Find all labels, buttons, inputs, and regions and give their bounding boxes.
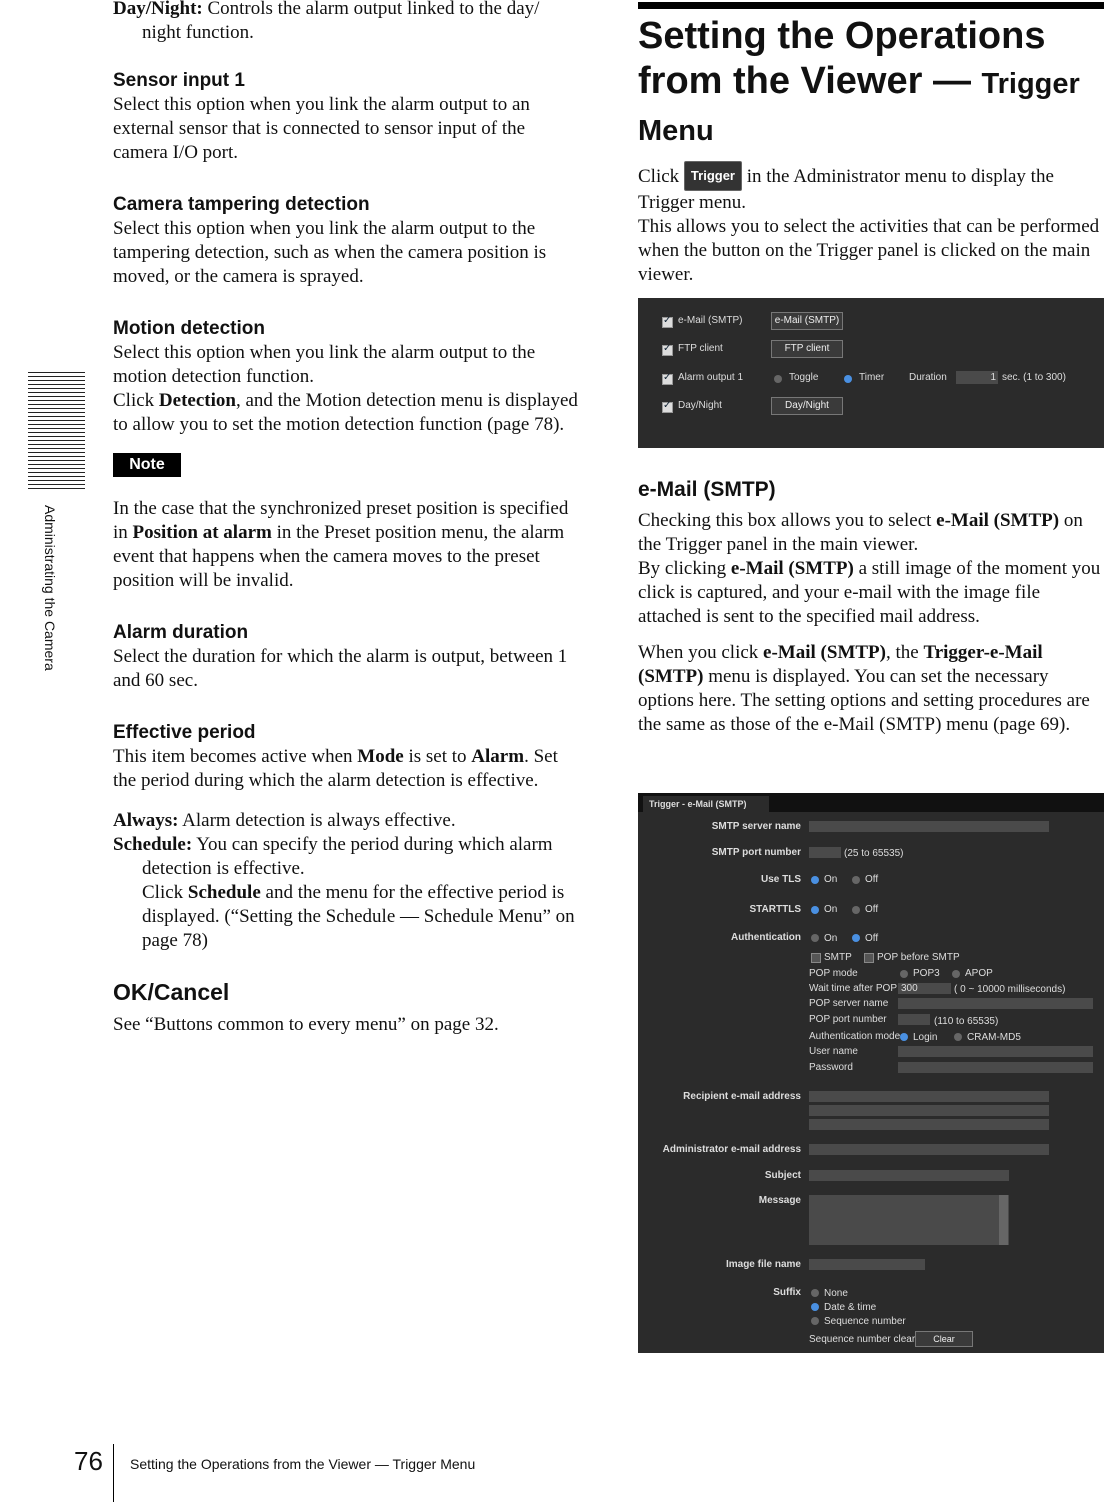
title-rule: [638, 2, 1104, 9]
user-name-label: User name: [809, 1046, 858, 1057]
duration-text: Select the duration for which the alarm is output, between 1 and 60 sec.: [113, 646, 568, 691]
subject-label: Subject: [764, 1170, 801, 1181]
alarm-checkbox[interactable]: [662, 374, 673, 385]
suffix-none-radio[interactable]: [811, 1289, 819, 1297]
pop-server-label: POP server name: [809, 998, 889, 1009]
starttls-off-label: Off: [865, 904, 879, 915]
starttls-on-radio[interactable]: [811, 906, 819, 914]
ftp-checkbox[interactable]: [662, 345, 673, 356]
tls-off-radio[interactable]: [852, 876, 860, 884]
pop-port-label: POP port number: [809, 1014, 887, 1025]
suffix-seq-radio[interactable]: [811, 1317, 819, 1325]
admin-email-label: Administrator e-mail address: [662, 1144, 801, 1155]
clear-button[interactable]: Clear: [915, 1331, 973, 1347]
pop3-radio[interactable]: [900, 970, 908, 978]
schedule-click: Click Schedule and the menu for the effective period is displayed. (“Setting the Schedule — Schedule Menu” on page 78): [142, 882, 575, 951]
use-tls-label: Use TLS: [760, 874, 801, 885]
toggle-label: Toggle: [789, 372, 819, 383]
pop-before-checkbox[interactable]: [864, 953, 874, 963]
okcancel-heading: OK/Cancel: [113, 979, 230, 1005]
recipient-input-1[interactable]: [809, 1091, 1049, 1102]
auth-mode-label: Authentication mode: [809, 1031, 901, 1042]
okcancel-text: See “Buttons common to every menu” on page 32.: [113, 1014, 499, 1035]
apop-label: APOP: [965, 968, 993, 979]
password-input[interactable]: [898, 1062, 1093, 1073]
pop-mode-label: POP mode: [809, 968, 858, 979]
tls-on-label: On: [824, 874, 838, 885]
ftp-button[interactable]: FTP client: [771, 340, 843, 358]
daynight-button[interactable]: Day/Night: [771, 397, 843, 415]
apop-radio[interactable]: [952, 970, 960, 978]
motion-heading: Motion detection: [113, 318, 265, 339]
smtp-port-input[interactable]: [809, 847, 841, 858]
sensor-text: Select this option when you link the alarm output to an external sensor that is connected to sensor input of the camera I/O port.: [113, 94, 530, 163]
image-name-input[interactable]: [809, 1259, 925, 1270]
admin-email-input[interactable]: [809, 1144, 1049, 1155]
password-label: Password: [809, 1062, 853, 1073]
duration-hint: sec. (1 to 300): [1002, 372, 1066, 383]
seq-clear-label: Sequence number clear: [809, 1334, 916, 1345]
smtp-auth-checkbox[interactable]: [811, 953, 821, 963]
left-column: [113, 0, 583, 1037]
footer-text: Setting the Operations from the Viewer — Trigger Menu: [130, 1456, 476, 1472]
email-button[interactable]: e-Mail (SMTP): [771, 312, 843, 330]
user-name-input[interactable]: [898, 1046, 1093, 1057]
form-tab[interactable]: Trigger - e-Mail (SMTP): [643, 796, 769, 812]
smtp-server-label: SMTP server name: [711, 821, 801, 832]
suffix-datetime-radio[interactable]: [811, 1303, 819, 1311]
cram-label: CRAM-MD5: [967, 1032, 1021, 1043]
email-form-screenshot: [638, 793, 1104, 1353]
auth-on-label: On: [824, 933, 838, 944]
schedule-item: Schedule: You can specify the period during which alarm detection is effective.: [113, 834, 553, 879]
suffix-label: Suffix: [773, 1287, 801, 1298]
email-checkbox[interactable]: [662, 317, 673, 328]
email-body: Checking this box allows you to select e-Mail (SMTP) on the Trigger panel in the main viewer. By clicking e-Mail (SMTP) a still image of the moment you click is captured, and your e-mail with the image file attached is sent to the specified mail address. When you click e-Mail (SMTP), the Trigger-e-Mail (SMTP) menu is displayed. You can set the necessary options here. The setting options and setting procedures are the same as those of the e-Mail (SMTP) menu (page 69).: [638, 510, 1101, 735]
starttls-label: STARTTLS: [749, 904, 801, 915]
auth-off-radio[interactable]: [852, 934, 860, 942]
side-tab-lines: [28, 372, 85, 490]
effective-text: This item becomes active when Mode is set to Alarm. Set the period during which the alarm detection is effective.: [113, 746, 558, 791]
wait-time-label: Wait time after POP: [809, 983, 897, 994]
smtp-server-input[interactable]: [809, 821, 1049, 832]
sensor-heading: Sensor input 1: [113, 70, 245, 91]
tamper-heading: Camera tampering detection: [113, 194, 370, 215]
daynight-row-label: Day/Night: [678, 400, 722, 411]
always-item: Always: Alarm detection is always effective.: [113, 810, 456, 831]
wait-time-hint: ( 0 ~ 10000 milliseconds): [954, 984, 1066, 995]
cram-radio[interactable]: [954, 1033, 962, 1041]
tls-off-label: Off: [865, 874, 879, 885]
image-name-label: Image file name: [725, 1259, 801, 1270]
email-heading: e-Mail (SMTP): [638, 478, 776, 501]
suffix-datetime-label: Date & time: [824, 1302, 877, 1313]
pop3-label: POP3: [913, 968, 940, 979]
motion-text: Select this option when you link the alarm output to the motion detection function.: [113, 342, 536, 387]
suffix-seq-label: Sequence number: [824, 1316, 906, 1327]
auth-on-radio[interactable]: [811, 934, 819, 942]
trigger-panel-screenshot: [638, 298, 1104, 448]
page-number: 76: [74, 1446, 103, 1476]
smtp-port-hint: (25 to 65535): [844, 848, 904, 859]
trigger-badge: Trigger: [684, 161, 742, 191]
login-radio[interactable]: [900, 1033, 908, 1041]
motion-click: Click Detection, and the Motion detection menu is displayed to allow you to set the motion detection function (page 78).: [113, 390, 578, 435]
daynight-item: Day/Night: Controls the alarm output linked to the day/ night function.: [113, 0, 540, 43]
toggle-radio[interactable]: [774, 375, 782, 383]
login-label: Login: [913, 1032, 938, 1043]
message-scrollbar[interactable]: [999, 1195, 1008, 1245]
pop-port-hint: (110 to 65535): [934, 1016, 999, 1027]
subject-input[interactable]: [809, 1170, 1009, 1181]
message-label: Message: [758, 1195, 801, 1206]
duration-label: Duration: [909, 372, 947, 383]
pop-before-label: POP before SMTP: [877, 952, 960, 963]
ftp-row-label: FTP client: [678, 343, 723, 354]
page-title: Setting the Operations from the Viewer — Trigger Menu: [638, 15, 1080, 147]
starttls-on-label: On: [824, 904, 838, 915]
side-tab-label: Administrating the Camera: [42, 505, 58, 671]
note-text: In the case that the synchronized preset position is specified in Position at alarm in the Preset position menu, the alarm event that happens when the camera moves to the preset position will be invalid.: [113, 498, 569, 591]
timer-radio[interactable]: [844, 375, 852, 383]
duration-heading: Alarm duration: [113, 622, 249, 643]
smtp-port-label: SMTP port number: [711, 847, 801, 858]
effective-heading: Effective period: [113, 722, 256, 743]
suffix-none-label: None: [824, 1288, 848, 1299]
message-textarea[interactable]: [809, 1195, 1009, 1245]
timer-label: Timer: [859, 372, 885, 383]
recipient-label: Recipient e-mail address: [683, 1091, 801, 1102]
pop-server-input[interactable]: [898, 998, 1093, 1009]
email-row-label: e-Mail (SMTP): [678, 315, 743, 326]
recipient-input-2[interactable]: [809, 1105, 1049, 1116]
tamper-text: Select this option when you link the alarm output to the tampering detection, such as when the camera position is moved, or the camera is sprayed.: [113, 218, 547, 287]
tls-on-radio[interactable]: [811, 876, 819, 884]
starttls-off-radio[interactable]: [852, 906, 860, 914]
daynight-checkbox[interactable]: [662, 402, 673, 413]
alarm-row-label: Alarm output 1: [678, 372, 744, 383]
recipient-input-3[interactable]: [809, 1119, 1049, 1130]
duration-input[interactable]: 1: [956, 371, 998, 384]
smtp-auth-label: SMTP: [824, 952, 852, 963]
footer-divider: [113, 1444, 114, 1502]
auth-off-label: Off: [865, 933, 879, 944]
note-badge: Note: [113, 453, 181, 477]
wait-time-input[interactable]: 300: [898, 983, 951, 994]
authentication-label: Authentication: [731, 932, 801, 943]
pop-port-input[interactable]: [898, 1014, 930, 1025]
intro: Click Trigger in the Administrator menu to display the Trigger menu. This allows you to select the activities that can be performed when the button on the Trigger panel is clicked on the main viewer.: [638, 161, 1104, 287]
